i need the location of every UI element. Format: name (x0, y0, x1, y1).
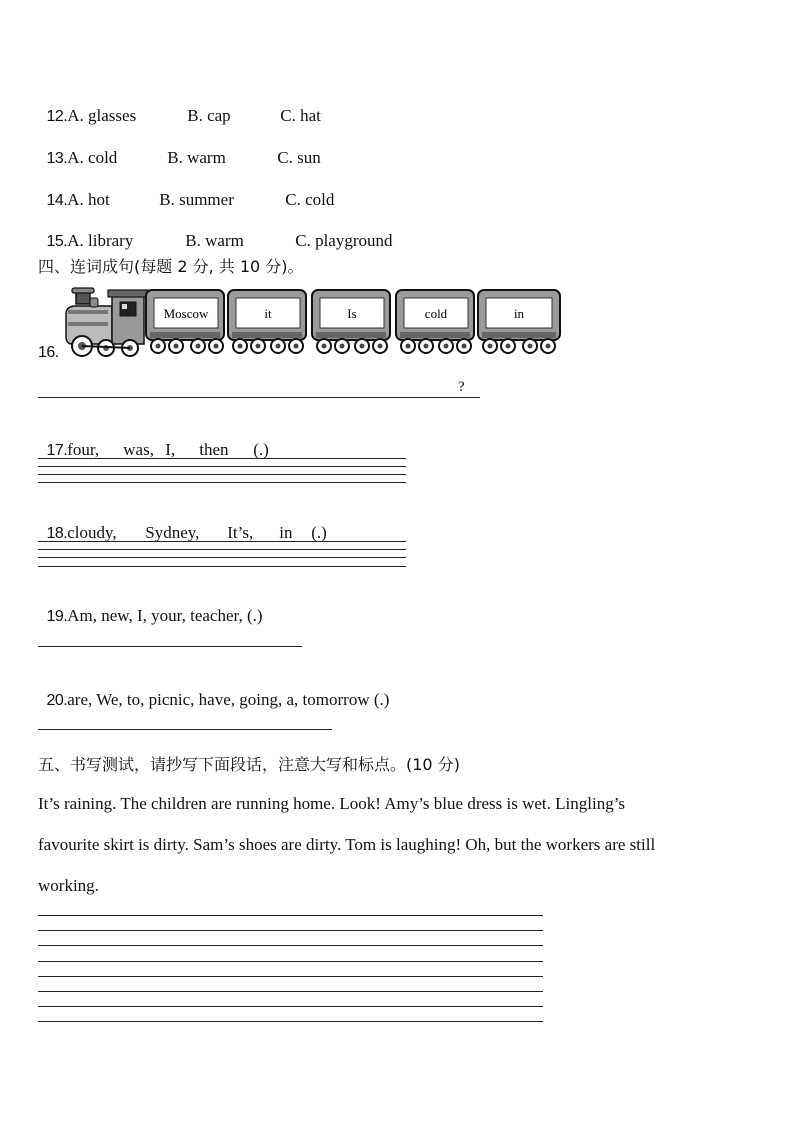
question-18 (38, 503, 327, 543)
question-number: 16. (38, 344, 59, 361)
question-number: 19. (46, 608, 68, 625)
train-word-4: cold (424, 306, 448, 321)
option-c[interactable]: C. cold (285, 190, 335, 209)
question-16-number (38, 342, 59, 362)
word: Sydney, (145, 523, 200, 542)
question-14 (38, 170, 334, 210)
word: I, (165, 440, 176, 459)
writing-line[interactable] (38, 930, 543, 931)
question-number: 17. (46, 442, 68, 459)
question-number: 18. (46, 525, 68, 542)
writing-line[interactable] (38, 961, 543, 962)
writing-line[interactable] (38, 466, 406, 467)
word: cloudy, (67, 523, 117, 542)
word: (.) (311, 523, 327, 542)
writing-line[interactable] (38, 976, 543, 977)
train-word-1: Moscow (163, 306, 209, 321)
question-number: 12. (46, 108, 68, 125)
writing-line[interactable] (38, 557, 406, 558)
writing-line[interactable] (38, 566, 406, 567)
writing-line[interactable] (38, 991, 543, 992)
question-number: 13. (46, 150, 68, 167)
train-word-5: in (513, 306, 525, 321)
question-number: 15. (46, 233, 68, 250)
locomotive-icon (66, 288, 148, 356)
word: four, (67, 440, 100, 459)
section-5-title: 五、书写测试，请抄写下面段话，注意大写和标点。(10 分) (38, 755, 460, 774)
writing-line[interactable] (38, 474, 406, 475)
train-word-3: Is (347, 306, 357, 321)
answer-line-19[interactable] (38, 646, 302, 647)
paragraph-line-1: It’s raining. The children are running home. Look! Amy’s blue dress is wet. Lingling’s (38, 794, 626, 813)
writing-line[interactable] (38, 458, 406, 459)
word: was, (123, 440, 154, 459)
writing-line[interactable] (38, 482, 406, 483)
option-c[interactable]: C. hat (280, 106, 321, 125)
word: then (199, 440, 229, 459)
question-number: 14. (46, 192, 68, 209)
option-c[interactable]: C. sun (277, 148, 321, 167)
question-text: Am, new, I, your, teacher, (.) (67, 606, 263, 625)
option-a[interactable]: A. cold (67, 148, 118, 167)
word: It’s, (227, 523, 254, 542)
writing-line[interactable] (38, 1021, 543, 1022)
option-c[interactable]: C. playground (295, 231, 393, 250)
writing-line[interactable] (38, 1006, 543, 1007)
writing-line[interactable] (38, 915, 543, 916)
question-12 (38, 86, 321, 126)
question-13 (38, 128, 321, 168)
option-a[interactable]: A. hot (67, 190, 110, 209)
copy-paragraph (38, 783, 738, 906)
train-illustration (62, 286, 572, 364)
question-text: are, We, to, picnic, have, going, a, tomorrow (.) (67, 690, 390, 709)
writing-line[interactable] (38, 541, 406, 542)
question-mark: ? (458, 379, 465, 395)
paragraph-line-3: working. (38, 876, 99, 895)
option-b[interactable]: B. warm (185, 231, 244, 250)
section-4-title: 四、连词成句(每题 2 分, 共 10 分)。 (38, 257, 304, 276)
writing-line[interactable] (38, 549, 406, 550)
word: (.) (253, 440, 269, 459)
option-a[interactable]: A. glasses (67, 106, 137, 125)
writing-line[interactable] (38, 945, 543, 946)
option-b[interactable]: B. cap (187, 106, 231, 125)
question-number: 20. (46, 692, 68, 709)
option-a[interactable]: A. library (67, 231, 134, 250)
paragraph-line-2: favourite skirt is dirty. Sam’s shoes are dirty. Tom is laughing! Oh, but the workers are still (38, 835, 656, 854)
question-20 (38, 670, 389, 710)
question-15 (38, 211, 393, 251)
question-17 (38, 420, 269, 460)
answer-line-16[interactable] (38, 397, 480, 398)
word: in (279, 523, 293, 542)
option-b[interactable]: B. summer (159, 190, 234, 209)
question-19 (38, 586, 263, 626)
train-word-2: it (264, 306, 272, 321)
option-b[interactable]: B. warm (167, 148, 226, 167)
answer-line-20[interactable] (38, 729, 332, 730)
